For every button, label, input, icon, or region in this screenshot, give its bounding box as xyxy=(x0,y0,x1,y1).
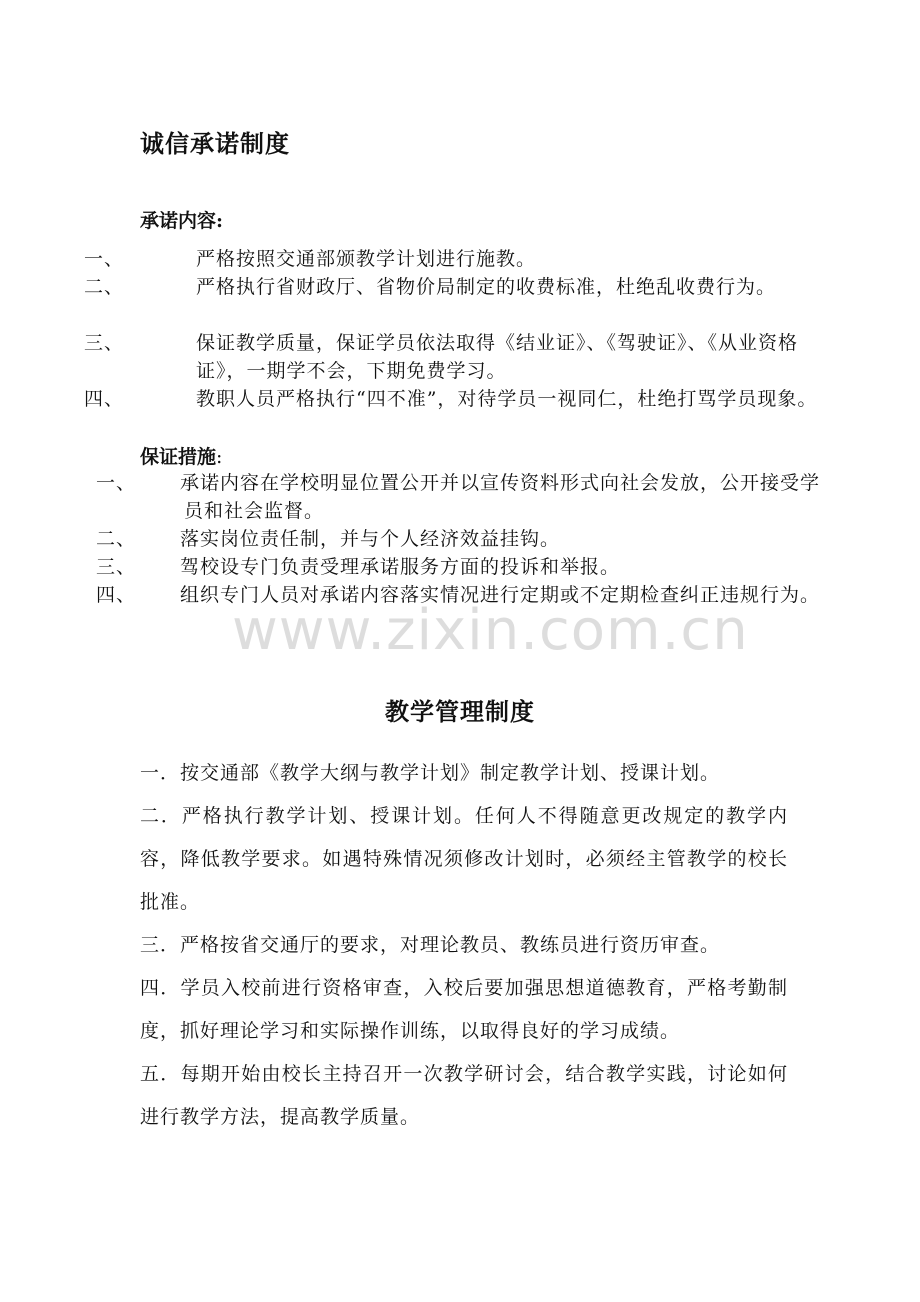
teaching-rule-4: 四．学员入校前进行资格审查，入校后要加强思想道德教育，严格考勤制度，抓好理论学习和实际操作训练，以取得良好的学习成绩。 xyxy=(140,977,788,1042)
integrity-commitment-title: 诚信承诺制度 xyxy=(140,129,290,158)
measure-item-3 xyxy=(96,553,832,581)
commitment-item-text: 保证教学质量，保证学员依法取得《结业证》、《驾驶证》、《从业资格证》，一期学不会，下期免费学习。 xyxy=(196,332,799,382)
commitment-item-3 xyxy=(84,329,844,385)
measure-item-text: 组织专门人员对承诺内容落实情况进行定期或不定期检查纠正违规行为。 xyxy=(180,584,821,606)
commitment-item-4 xyxy=(84,385,844,413)
teaching-rule-1: 一．按交通部《教学大纲与教学计划》制定教学计划、授课计划。 xyxy=(140,762,721,784)
measure-item-2 xyxy=(96,525,832,553)
teaching-rule-3: 三．严格按省交通厅的要求，对理论教员、教练员进行资历审查。 xyxy=(140,934,721,956)
teaching-management-title: 教学管理制度 xyxy=(385,697,535,726)
commitment-item-number: 二、 xyxy=(84,276,125,298)
commitment-item-text: 教职人员严格执行“四不准”，对待学员一视同仁，杜绝打骂学员现象。 xyxy=(196,388,818,410)
measure-item-number: 三、 xyxy=(96,556,137,578)
measure-item-number: 四、 xyxy=(96,584,137,606)
measure-item-text: 驾校设专门负责受理承诺服务方面的投诉和举报。 xyxy=(180,556,621,578)
commitment-item-number: 四、 xyxy=(84,388,125,410)
guarantee-measures-heading xyxy=(140,442,222,469)
measure-item-number: 一、 xyxy=(96,472,137,494)
guarantee-measures-heading-text: 保证措施 xyxy=(140,446,217,468)
measure-item-text: 落实岗位责任制，并与个人经济效益挂钩。 xyxy=(180,528,561,550)
commitment-item-number: 一、 xyxy=(84,248,125,270)
commitment-item-text: 严格执行省财政厅、省物价局制定的收费标准，杜绝乱收费行为。 xyxy=(196,276,777,298)
measure-item-number: 二、 xyxy=(96,528,137,550)
measure-item-4 xyxy=(96,581,832,609)
commitment-item-2 xyxy=(84,273,844,301)
guarantee-measures-colon: : xyxy=(216,446,223,468)
commitment-item-1 xyxy=(84,245,844,273)
measure-item-text: 承诺内容在学校明显位置公开并以宣传资料形式向社会发放，公开接受学员和社会监督。 xyxy=(180,472,821,522)
watermark: www.zixin.com.cn xyxy=(232,598,749,663)
commitment-content-heading: 承诺内容: xyxy=(140,210,224,232)
teaching-rule-5: 五．每期开始由校长主持召开一次教学研讨会，结合教学实践，讨论如何进行教学方法，提高教学质量。 xyxy=(140,1063,788,1128)
commitment-item-text: 严格按照交通部颁教学计划进行施教。 xyxy=(196,248,537,270)
teaching-rule-2: 二．严格执行教学计划、授课计划。任何人不得随意更改规定的教学内容，降低教学要求。如遇特殊情况须修改计划时，必须经主管教学的校长批准。 xyxy=(140,805,788,913)
measure-item-1 xyxy=(96,469,832,525)
commitment-item-number: 三、 xyxy=(84,332,125,354)
